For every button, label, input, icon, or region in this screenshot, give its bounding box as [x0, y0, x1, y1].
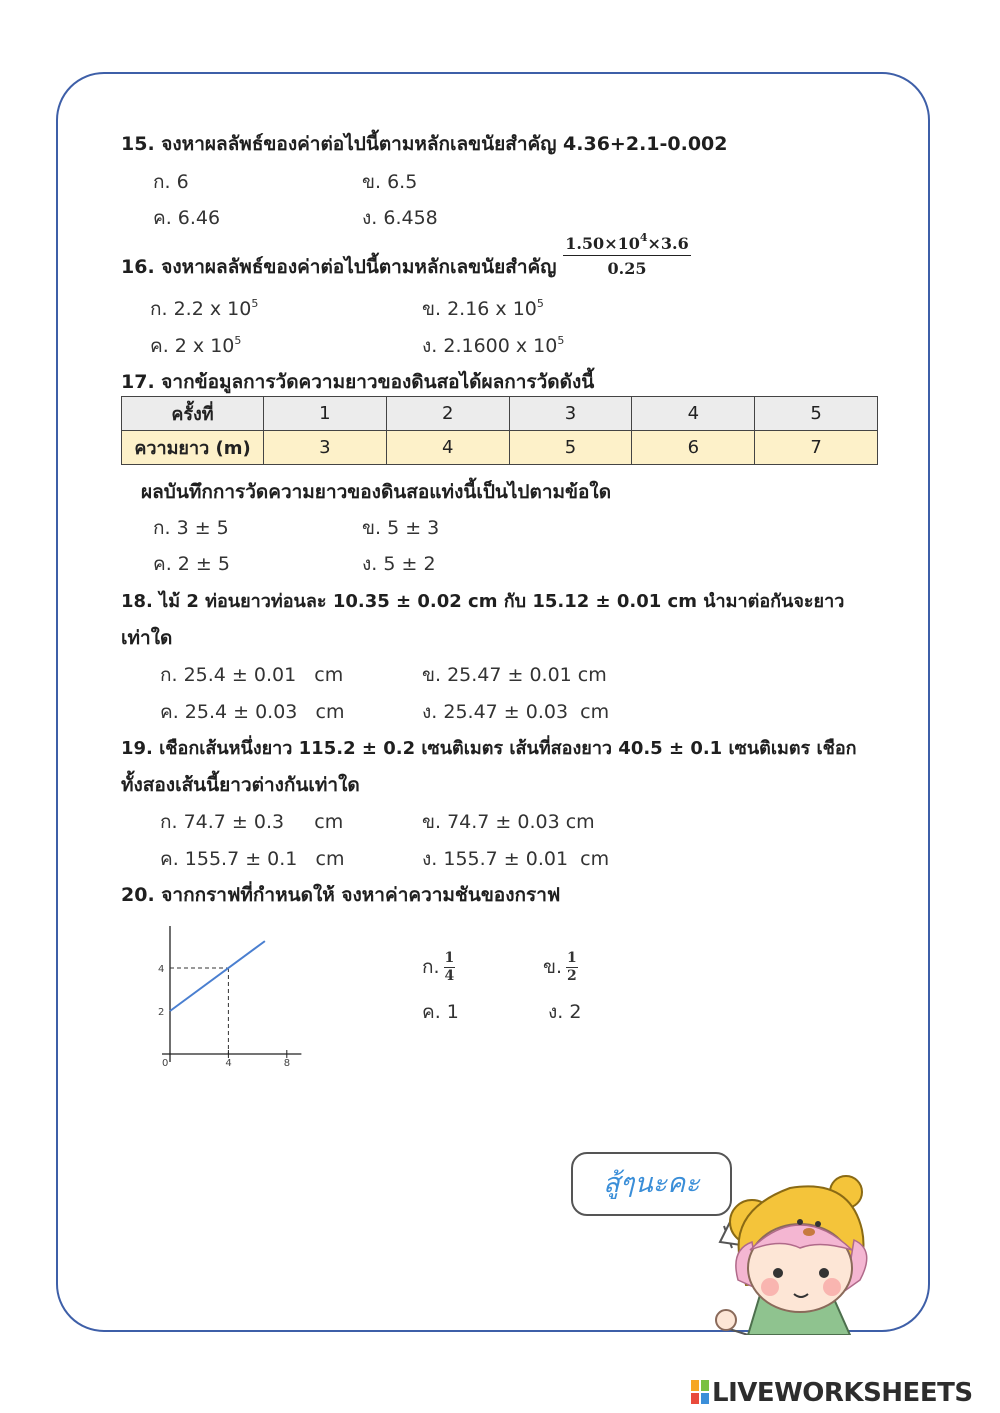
fraction-one-quarter: $\frac{1}{4}$ — [444, 950, 455, 984]
table-cell: 2 — [386, 397, 509, 431]
q18-option-c: ค. 25.4 ± 0.03 cm — [160, 701, 345, 723]
table-cell: 5 — [755, 397, 878, 431]
q19-option-c: ค. 155.7 ± 0.1 cm — [160, 848, 345, 870]
q17-option-a: ก. 3 ± 5 — [153, 517, 229, 539]
q16-fraction — [563, 231, 691, 278]
question-18-line1: 18. ไม้ 2 ท่อนยาวท่อนละ 10.35 ± 0.02 cm กับ 15.12 ± 0.01 cm นำมาต่อกันจะยาว — [121, 591, 845, 612]
q20-option-c: ค. 1 — [422, 1001, 459, 1023]
table-header-cell: ความยาว (m) — [122, 431, 264, 465]
table-cell: 3 — [264, 431, 387, 465]
question-16: 16. จงหาผลลัพธ์ของค่าต่อไปนี้ตามหลักเลขนัยสำคัญ — [121, 256, 557, 278]
table-header-cell: ครั้งที่ — [122, 397, 264, 431]
liveworksheets-logo — [690, 1378, 973, 1408]
q20-option-a: ก. $\frac{1}{4}$ — [422, 950, 455, 984]
data-line — [170, 941, 265, 1011]
q20-option-b: ข. $\frac{1}{2}$ — [543, 950, 577, 984]
question-18-line2: เท่าใด — [121, 627, 173, 649]
q16-option-c: ค. 2 x $10^5$ — [150, 334, 242, 357]
q18-option-a: ก. 25.4 ± 0.01 cm — [160, 664, 344, 686]
table-cell: 1 — [264, 397, 387, 431]
q19-option-b: ข. 74.7 ± 0.03 cm — [422, 811, 595, 833]
q17-subtext: ผลบันทึกการวัดความยาวของดินสอแท่งนี้เป็นไปตามข้อใด — [141, 481, 612, 503]
x-tick-label: 4 — [225, 1058, 232, 1069]
table-cell: 5 — [509, 431, 632, 465]
q18-option-d: ง. 25.47 ± 0.03 cm — [422, 701, 610, 723]
fraction-one-half: $\frac{1}{2}$ — [567, 950, 577, 984]
y-tick-label: 2 — [158, 1007, 165, 1018]
question-20: 20. จากกราฟที่กำหนดให้ จงหาค่าความชันของกราฟ — [121, 884, 561, 906]
q20-option-d: ง. 2 — [548, 1001, 582, 1023]
question-19-line1: 19. เชือกเส้นหนึ่งยาว 115.2 ± 0.2 เซนติเมตร เส้นที่สองยาว 40.5 ± 0.1 เซนติเมตร เชือก — [121, 738, 857, 759]
x-tick-label: 8 — [283, 1058, 291, 1069]
table-row — [122, 431, 878, 465]
table-cell: 4 — [386, 431, 509, 465]
slope-graph — [140, 920, 310, 1070]
table-cell: 7 — [755, 431, 878, 465]
q15-option-c: ค. 6.46 — [153, 207, 221, 229]
q18-option-b: ข. 25.47 ± 0.01 cm — [422, 664, 607, 686]
brand-name: LIVEWORKSHEETS — [712, 1378, 973, 1408]
q15-option-a: ก. 6 — [153, 171, 189, 193]
encouragement-bubble: สู้ๆนะคะ — [571, 1152, 732, 1216]
question-19-line2: ทั้งสองเส้นนี้ยาวต่างกันเท่าใด — [121, 774, 360, 796]
q16-option-b: ข. 2.16 x $10^5$ — [422, 297, 544, 320]
q17-option-b: ข. 5 ± 3 — [362, 517, 440, 539]
q15-option-b: ข. 6.5 — [362, 171, 418, 193]
q16-numerator-a: 1.50×10 — [565, 234, 640, 253]
q15-option-d: ง. 6.458 — [362, 207, 438, 229]
measurement-table — [121, 396, 878, 465]
table-cell: 3 — [509, 397, 632, 431]
question-15: 15. จงหาผลลัพธ์ของค่าต่อไปนี้ตามหลักเลขนัยสำคัญ 4.36+2.1-0.002 — [121, 133, 728, 155]
y-tick-label: 4 — [158, 964, 165, 975]
q17-option-d: ง. 5 ± 2 — [362, 553, 436, 575]
q19-option-d: ง. 155.7 ± 0.01 cm — [422, 848, 610, 870]
table-cell: 4 — [632, 397, 755, 431]
q16-option-a: ก. 2.2 x $10^5$ — [150, 297, 259, 320]
table-cell: 6 — [632, 431, 755, 465]
q16-numerator-b: ×3.6 — [647, 234, 689, 253]
q16-option-d: ง. 2.1600 x $10^5$ — [422, 334, 565, 357]
q19-option-a: ก. 74.7 ± 0.3 cm — [160, 811, 344, 833]
question-17: 17. จากข้อมูลการวัดความยาวของดินสอได้ผลการวัดดังนี้ — [121, 371, 595, 393]
table-row — [122, 397, 878, 431]
liveworksheets-logo-icon — [690, 1379, 710, 1405]
x-tick-label: 0 — [162, 1058, 169, 1069]
girl-mascot-illustration — [700, 1130, 870, 1335]
q16-numerator-exp: 4 — [639, 231, 648, 244]
q17-option-c: ค. 2 ± 5 — [153, 553, 230, 575]
q16-denominator: 0.25 — [607, 259, 647, 278]
